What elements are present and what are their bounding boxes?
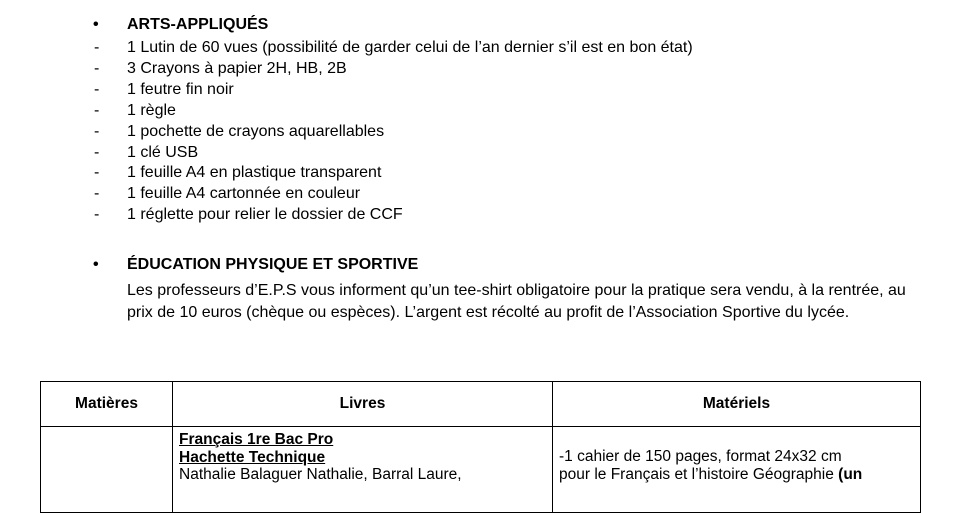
bullet-icon: • bbox=[93, 256, 99, 273]
header-materiels: Matériels bbox=[553, 382, 921, 427]
book-authors: Nathalie Balaguer Nathalie, Barral Laure, bbox=[179, 466, 462, 483]
material-line: -1 cahier de 150 pages, format 24x32 cm bbox=[559, 448, 842, 465]
table-header-row bbox=[41, 382, 921, 427]
list-item: - 1 règle bbox=[94, 101, 176, 119]
supplies-table bbox=[40, 381, 921, 513]
list-item: - 1 feutre fin noir bbox=[94, 80, 234, 98]
list-item: - 1 clé USB bbox=[94, 143, 199, 161]
list-item: - 1 Lutin de 60 vues (possibilité de garder celui de l’an dernier s’il est en bon état) bbox=[94, 39, 693, 56]
eps-section-title bbox=[93, 255, 418, 275]
header-matieres: Matières bbox=[41, 382, 173, 427]
list-item: - 1 feuille A4 cartonnée en couleur bbox=[94, 185, 361, 203]
book-publisher: Hachette Technique bbox=[179, 448, 326, 466]
eps-paragraph: Les professeurs d’E.P.S vous informent qu’un tee-shirt obligatoire pour la pratique sera vendu, à la rentrée, au prix de 10 euros (chèque ou espèces). L’argent est récolté au profit de l’Association Sportive du lycée. bbox=[127, 282, 906, 321]
arts-supply-list bbox=[94, 38, 693, 226]
cell-subject bbox=[41, 427, 173, 513]
material-line: pour le Français et l’histoire Géographie (un bbox=[559, 465, 863, 483]
list-item: - 3 Crayons à papier 2H, HB, 2B bbox=[94, 59, 347, 77]
bullet-icon: • bbox=[93, 16, 99, 33]
arts-title-text: ARTS-APPLIQUÉS bbox=[127, 16, 269, 33]
list-item: - 1 réglette pour relier le dossier de CCF bbox=[94, 206, 403, 224]
header-livres: Livres bbox=[173, 382, 553, 427]
arts-section-title bbox=[93, 15, 268, 35]
eps-title-text: ÉDUCATION PHYSIQUE ET SPORTIVE bbox=[127, 256, 419, 273]
list-item: - 1 feuille A4 en plastique transparent bbox=[94, 164, 382, 182]
list-item: - 1 pochette de crayons aquarellables bbox=[94, 122, 385, 140]
table-row bbox=[41, 427, 921, 513]
cell-books bbox=[173, 427, 553, 513]
cell-materials bbox=[553, 427, 921, 513]
book-title: Français 1re Bac Pro bbox=[179, 431, 334, 448]
material-bold-text: (un bbox=[838, 465, 863, 483]
